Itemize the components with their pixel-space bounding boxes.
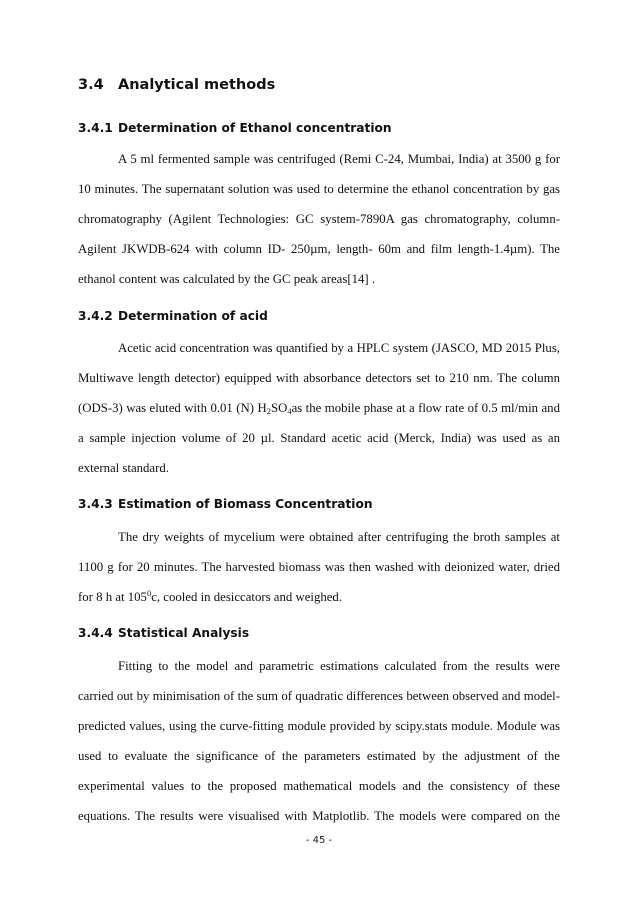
subsection-heading-3-4-1 (78, 121, 392, 135)
page-number: - 45 - (305, 835, 333, 846)
text-line: Fitting to the model and parametric estimations calculated from the results were (118, 659, 560, 673)
paragraph-ethanol (78, 144, 560, 294)
text-line: used to evaluate the significance of the parameters estimated by the adjustment of the (78, 749, 560, 763)
subscript: 2 (266, 406, 271, 416)
subsection-title: Determination of acid (118, 309, 268, 323)
subsection-number: 3.4.1 (78, 121, 113, 135)
text-line: predicted values, using the curve-fitting module provided by scipy.stats module. Module was (78, 719, 560, 733)
subsection-title: Statistical Analysis (118, 626, 250, 640)
formula-text-post: as the mobile phase at a flow rate of 0.5 ml/min and (291, 401, 560, 415)
text-line: chromatography (Agilent Technologies: GC system-7890A gas chromatography, column- (78, 212, 560, 226)
text-line: 10 minutes. The supernatant solution was used to determine the ethanol concentration by gas (78, 182, 560, 196)
text-line-temperature (78, 582, 560, 612)
formula-text-mid: SO (270, 401, 288, 415)
subsection-number: 3.4.3 (78, 497, 113, 511)
paragraph-acid (78, 333, 560, 483)
section-title: Analytical methods (118, 77, 276, 93)
section-heading-3-4 (78, 77, 275, 93)
text-line: carried out by minimisation of the sum of quadratic differences between observed and model- (78, 689, 560, 703)
superscript: 0 (146, 588, 152, 598)
text-line: Acetic acid concentration was quantified by a HPLC system (JASCO, MD 2015 Plus, (118, 341, 560, 355)
subsection-number: 3.4.4 (78, 626, 113, 640)
text-line: external standard. (78, 461, 169, 475)
text-line: The dry weights of mycelium were obtained after centrifuging the broth samples at (118, 530, 560, 544)
subsection-heading-3-4-4 (78, 626, 249, 640)
section-number: 3.4 (78, 77, 104, 93)
paragraph-biomass (78, 522, 560, 612)
text-line: 1100 g for 20 minutes. The harvested biomass was then washed with deionized water, dried (78, 560, 560, 574)
text-line: A 5 ml fermented sample was centrifuged (Remi C-24, Mumbai, India) at 3500 g for (118, 152, 560, 166)
subscript: 4 (287, 406, 292, 416)
temperature-text-pre: for 8 h at 105 (78, 590, 147, 604)
text-line: experimental values to the proposed mathematical models and the consistency of these (78, 779, 560, 793)
paragraph-statistics (78, 651, 560, 831)
formula-text-pre: (ODS-3) was eluted with 0.01 (N) H (78, 401, 267, 415)
text-line: Agilent JKWDB-624 with column ID- 250µm, length- 60m and film length-1.4µm). The (78, 242, 560, 256)
text-line: equations. The results were visualised with Matplotlib. The models were compared on the (78, 809, 560, 823)
subsection-title: Determination of Ethanol concentration (118, 121, 392, 135)
text-line: a sample injection volume of 20 µl. Standard acetic acid (Merck, India) was used as an (78, 431, 560, 445)
subsection-title: Estimation of Biomass Concentration (118, 497, 373, 511)
text-line: Multiwave length detector) equipped with absorbance detectors set to 210 nm. The column (78, 371, 560, 385)
subsection-heading-3-4-3 (78, 497, 373, 511)
subsection-number: 3.4.2 (78, 309, 113, 323)
subsection-heading-3-4-2 (78, 309, 268, 323)
temperature-text-post: c, cooled in desiccators and weighed. (151, 590, 343, 604)
text-line-formula (78, 393, 560, 423)
text-line: ethanol content was calculated by the GC peak areas[14] . (78, 272, 376, 286)
